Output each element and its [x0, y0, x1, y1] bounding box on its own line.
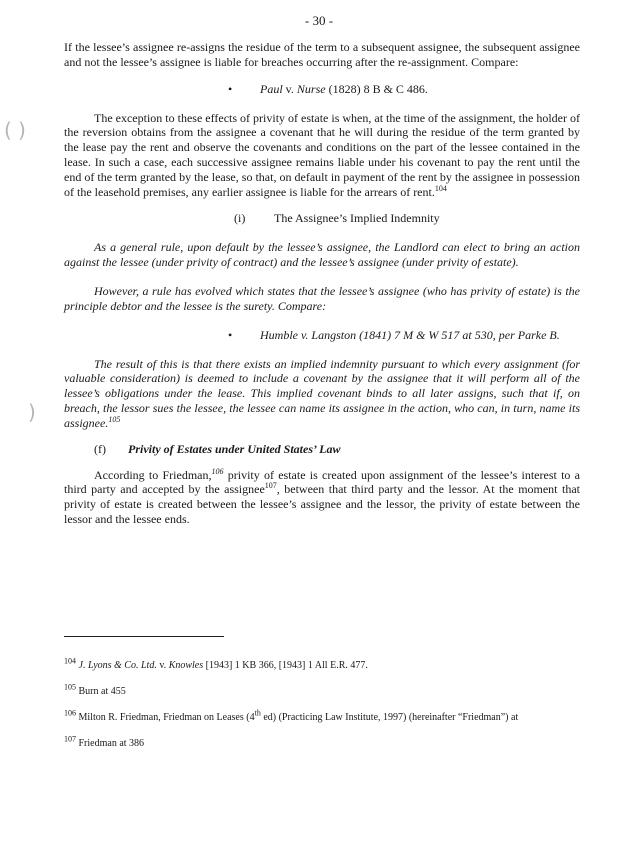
footnote-divider — [64, 636, 224, 637]
footnote-ref: 106 — [211, 466, 224, 476]
paragraph: However, a rule has evolved which states that the lessee’s assignee (who has privity of estate) is the principle debtor and the lessee is the surety. Compare: — [64, 283, 580, 313]
document-body — [64, 40, 580, 527]
case-reference: Humble v. Langston (1841) 7 M & W 517 at 530, per Parke B. — [260, 327, 560, 342]
scan-mark: ) — [28, 400, 36, 424]
section-heading — [64, 211, 580, 226]
bullet-icon: • — [228, 327, 233, 342]
case-citation — [64, 328, 580, 343]
heading-number: (f) — [94, 441, 106, 456]
paragraph: If the lessee’s assignee re-assigns the residue of the term to a subsequent assignee, the subsequent assignee and not the lessee’s assignee is liable for breaches occurring after the re-assignment. Compare: — [64, 40, 580, 69]
bullet-icon: • — [228, 81, 233, 96]
page-number: - 30 - — [304, 13, 334, 28]
heading-title: Privity of Estates under United States’ Law — [128, 441, 341, 456]
paragraph: The exception to these effects of privity of estate is when, at the time of the assignment, the holder of the reversion obtains from the assignee a covenant that he will during the residue of the term granted by the lease pay the rent and observe the covenants and conditions on the part of the lessee contained in the lease. In such a case, each successive assignee remains liable under his covenant to pay the rent until the end of the term granted by the lease, so that, on default in payment of the rent by the assignee in possession of the leasehold premises, any earlier assignee is liable for the arrears of rent.$^{104}$ — [64, 110, 580, 199]
footnote-ref: 104 — [434, 183, 447, 193]
footnote-ref: 107 — [264, 481, 277, 491]
paragraph: According to Friedman,$^{106}$ privity of estate is created upon assignment of the lessee’s interest to a third party and accepted by the assignee$^{107}$, between that third party and the lessor. At the moment that privity of estate is created between the lessee’s assignee and the lessor, the privity of estate between the lessor and the lessee ends. — [64, 466, 580, 526]
heading-title: The Assignee’s Implied Indemnity — [274, 211, 440, 226]
footnote: $^{107}$ Friedman at 386 — [64, 734, 145, 749]
footnote: $^{105}$ Burn at 455 — [64, 682, 126, 697]
heading-number: (i) — [234, 211, 246, 226]
paragraph: The result of this is that there exists an implied indemnity pursuant to which every assignment (for valuable consideration) is deemed to include a covenant by the assignee that it will perform all of the lessee’s obligations under the lease. This implied covenant binds to all later assigns, such that if, on breach, the lessor sues the lessee, the lessee can name its assignee in the action, who can, in turn, name its assignee.$^{105}$ — [64, 356, 580, 430]
case-reference: Paul v. Nurse (1828) 8 B & C 486. — [260, 81, 428, 96]
footnote-ref: 105 — [108, 414, 121, 424]
paragraph: As a general rule, upon default by the lessee’s assignee, the Landlord can elect to bring an action against the lessee (under privity of contract) and the lessee’s assignee (under privity of estate). — [64, 240, 580, 270]
footnote: $^{104}$ J. Lyons & Co. Ltd. v. Knowles [1943] 1 KB 366, [1943] 1 All E.R. 477. — [64, 656, 368, 671]
scan-mark: ( ) — [4, 118, 26, 142]
subsection-heading — [64, 442, 580, 457]
footnote: $^{106}$ Milton R. Friedman, Friedman on Leases (4th ed) (Practicing Law Institute, 1997) (hereinafter “Friedman”) at — [64, 708, 519, 723]
case-citation — [64, 82, 580, 97]
